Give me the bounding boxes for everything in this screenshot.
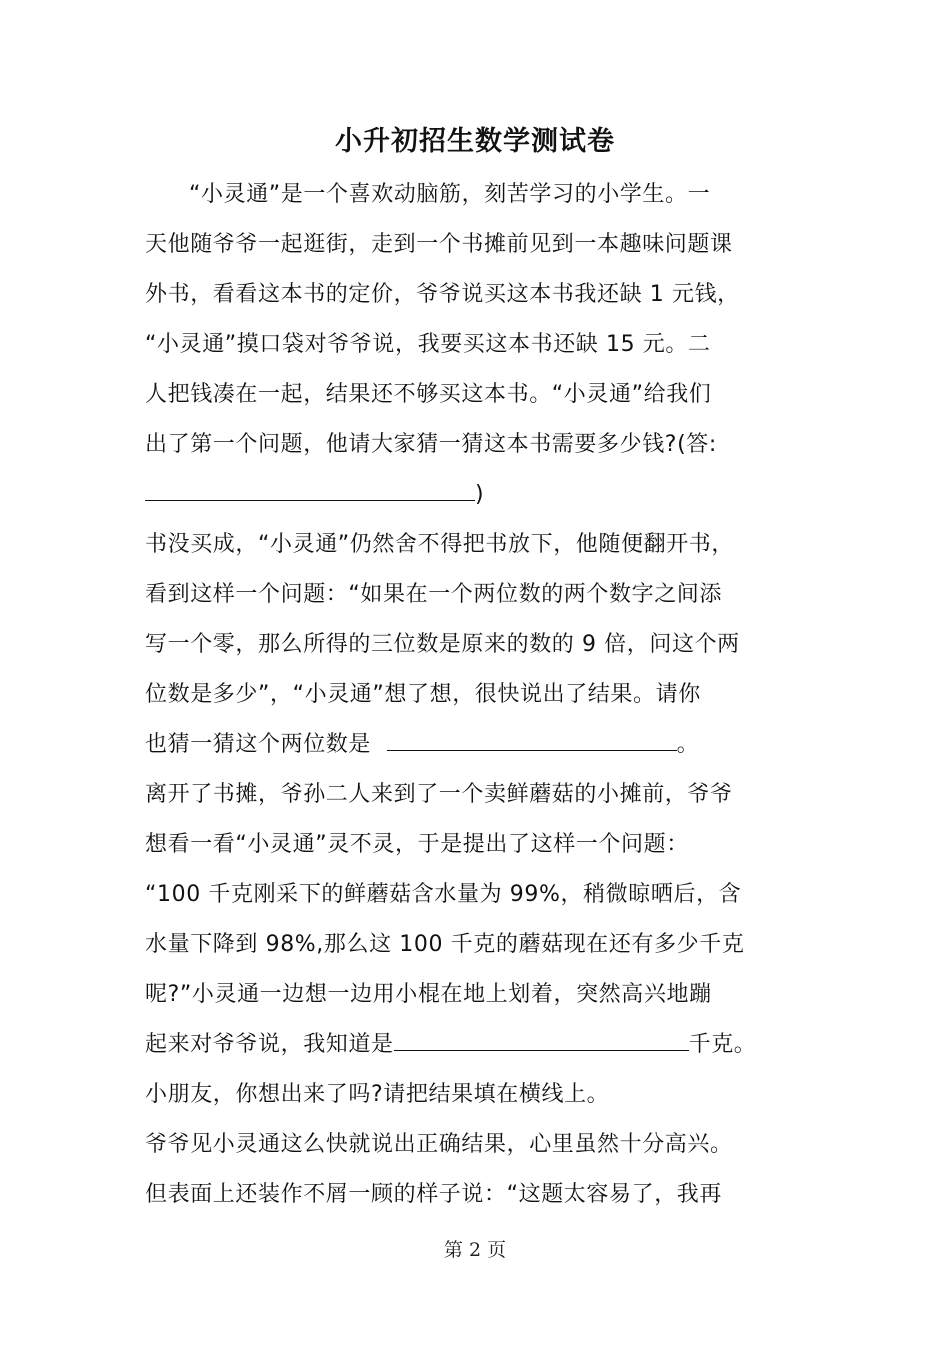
- footer-suffix: 页: [487, 1239, 507, 1261]
- closing-paren: ): [475, 482, 485, 507]
- answer-line-1: [145, 470, 810, 520]
- text-line: 呢?”小灵通一边想一边用小棍在地上划着，突然高兴地蹦: [145, 982, 712, 1007]
- text-line: 外书，看看这本书的定价，爷爷说买这本书我还缺 1 元钱，: [145, 282, 740, 307]
- text-segment: 也猜一猜这个两位数是: [145, 732, 379, 757]
- page-number: 2: [468, 1239, 482, 1261]
- answer-line-3: [145, 1020, 810, 1070]
- text-line: 爷爷见小灵通这么快就说出正确结果，心里虽然十分高兴。: [145, 1132, 733, 1157]
- page-footer: [0, 1236, 950, 1264]
- text-line: 小朋友，你想出来了吗?请把结果填在横线上。: [145, 1082, 610, 1107]
- text-line: 但表面上还装作不屑一顾的样子说：“这题太容易了，我再: [145, 1182, 722, 1207]
- answer-blank-two-digit[interactable]: [387, 728, 677, 751]
- text-segment: 千克。: [688, 1032, 757, 1057]
- text-line: 水量下降到 98%,那么这 100 千克的蘑菇现在还有多少千克: [145, 932, 745, 957]
- answer-blank-kilograms[interactable]: [394, 1028, 689, 1051]
- text-line: 书没买成，“小灵通”仍然舍不得把书放下，他随便翻开书，: [145, 532, 734, 557]
- text-line: 看到这样一个问题：“如果在一个两位数的两个数字之间添: [145, 582, 722, 607]
- page-title: 小升初招生数学测试卷: [335, 126, 615, 157]
- text-line: 出了第一个问题，他请大家猜一猜这本书需要多少钱?(答:: [145, 432, 717, 457]
- text-line: 想看一看“小灵通”灵不灵，于是提出了这样一个问题：: [145, 832, 689, 857]
- text-line: “100 千克刚采下的鲜蘑菇含水量为 99%，稍微晾晒后，含: [145, 882, 742, 907]
- text-line: 位数是多少”，“小灵通”想了想，很快说出了结果。请你: [145, 682, 701, 707]
- document-body: [145, 170, 810, 1220]
- answer-blank-price[interactable]: [145, 478, 475, 501]
- text-line: 人把钱凑在一起，结果还不够买这本书。“小灵通”给我们: [145, 382, 712, 407]
- text-line: 离开了书摊，爷孙二人来到了一个卖鲜蘑菇的小摊前，爷爷: [145, 782, 733, 807]
- text-segment: 。: [676, 732, 700, 757]
- text-line: 天他随爷爷一起逛街，走到一个书摊前见到一本趣味问题课: [145, 232, 733, 257]
- text-segment: 起来对爷爷说，我知道是: [145, 1032, 394, 1057]
- text-line: “小灵通”是一个喜欢动脑筋，刻苦学习的小学生。一: [189, 182, 711, 207]
- text-line: “小灵通”摸口袋对爷爷说，我要买这本书还缺 15 元。二: [145, 332, 711, 357]
- answer-line-2: [145, 720, 810, 770]
- text-line: 写一个零，那么所得的三位数是原来的数的 9 倍，问这个两: [145, 632, 740, 657]
- footer-prefix: 第: [443, 1239, 463, 1261]
